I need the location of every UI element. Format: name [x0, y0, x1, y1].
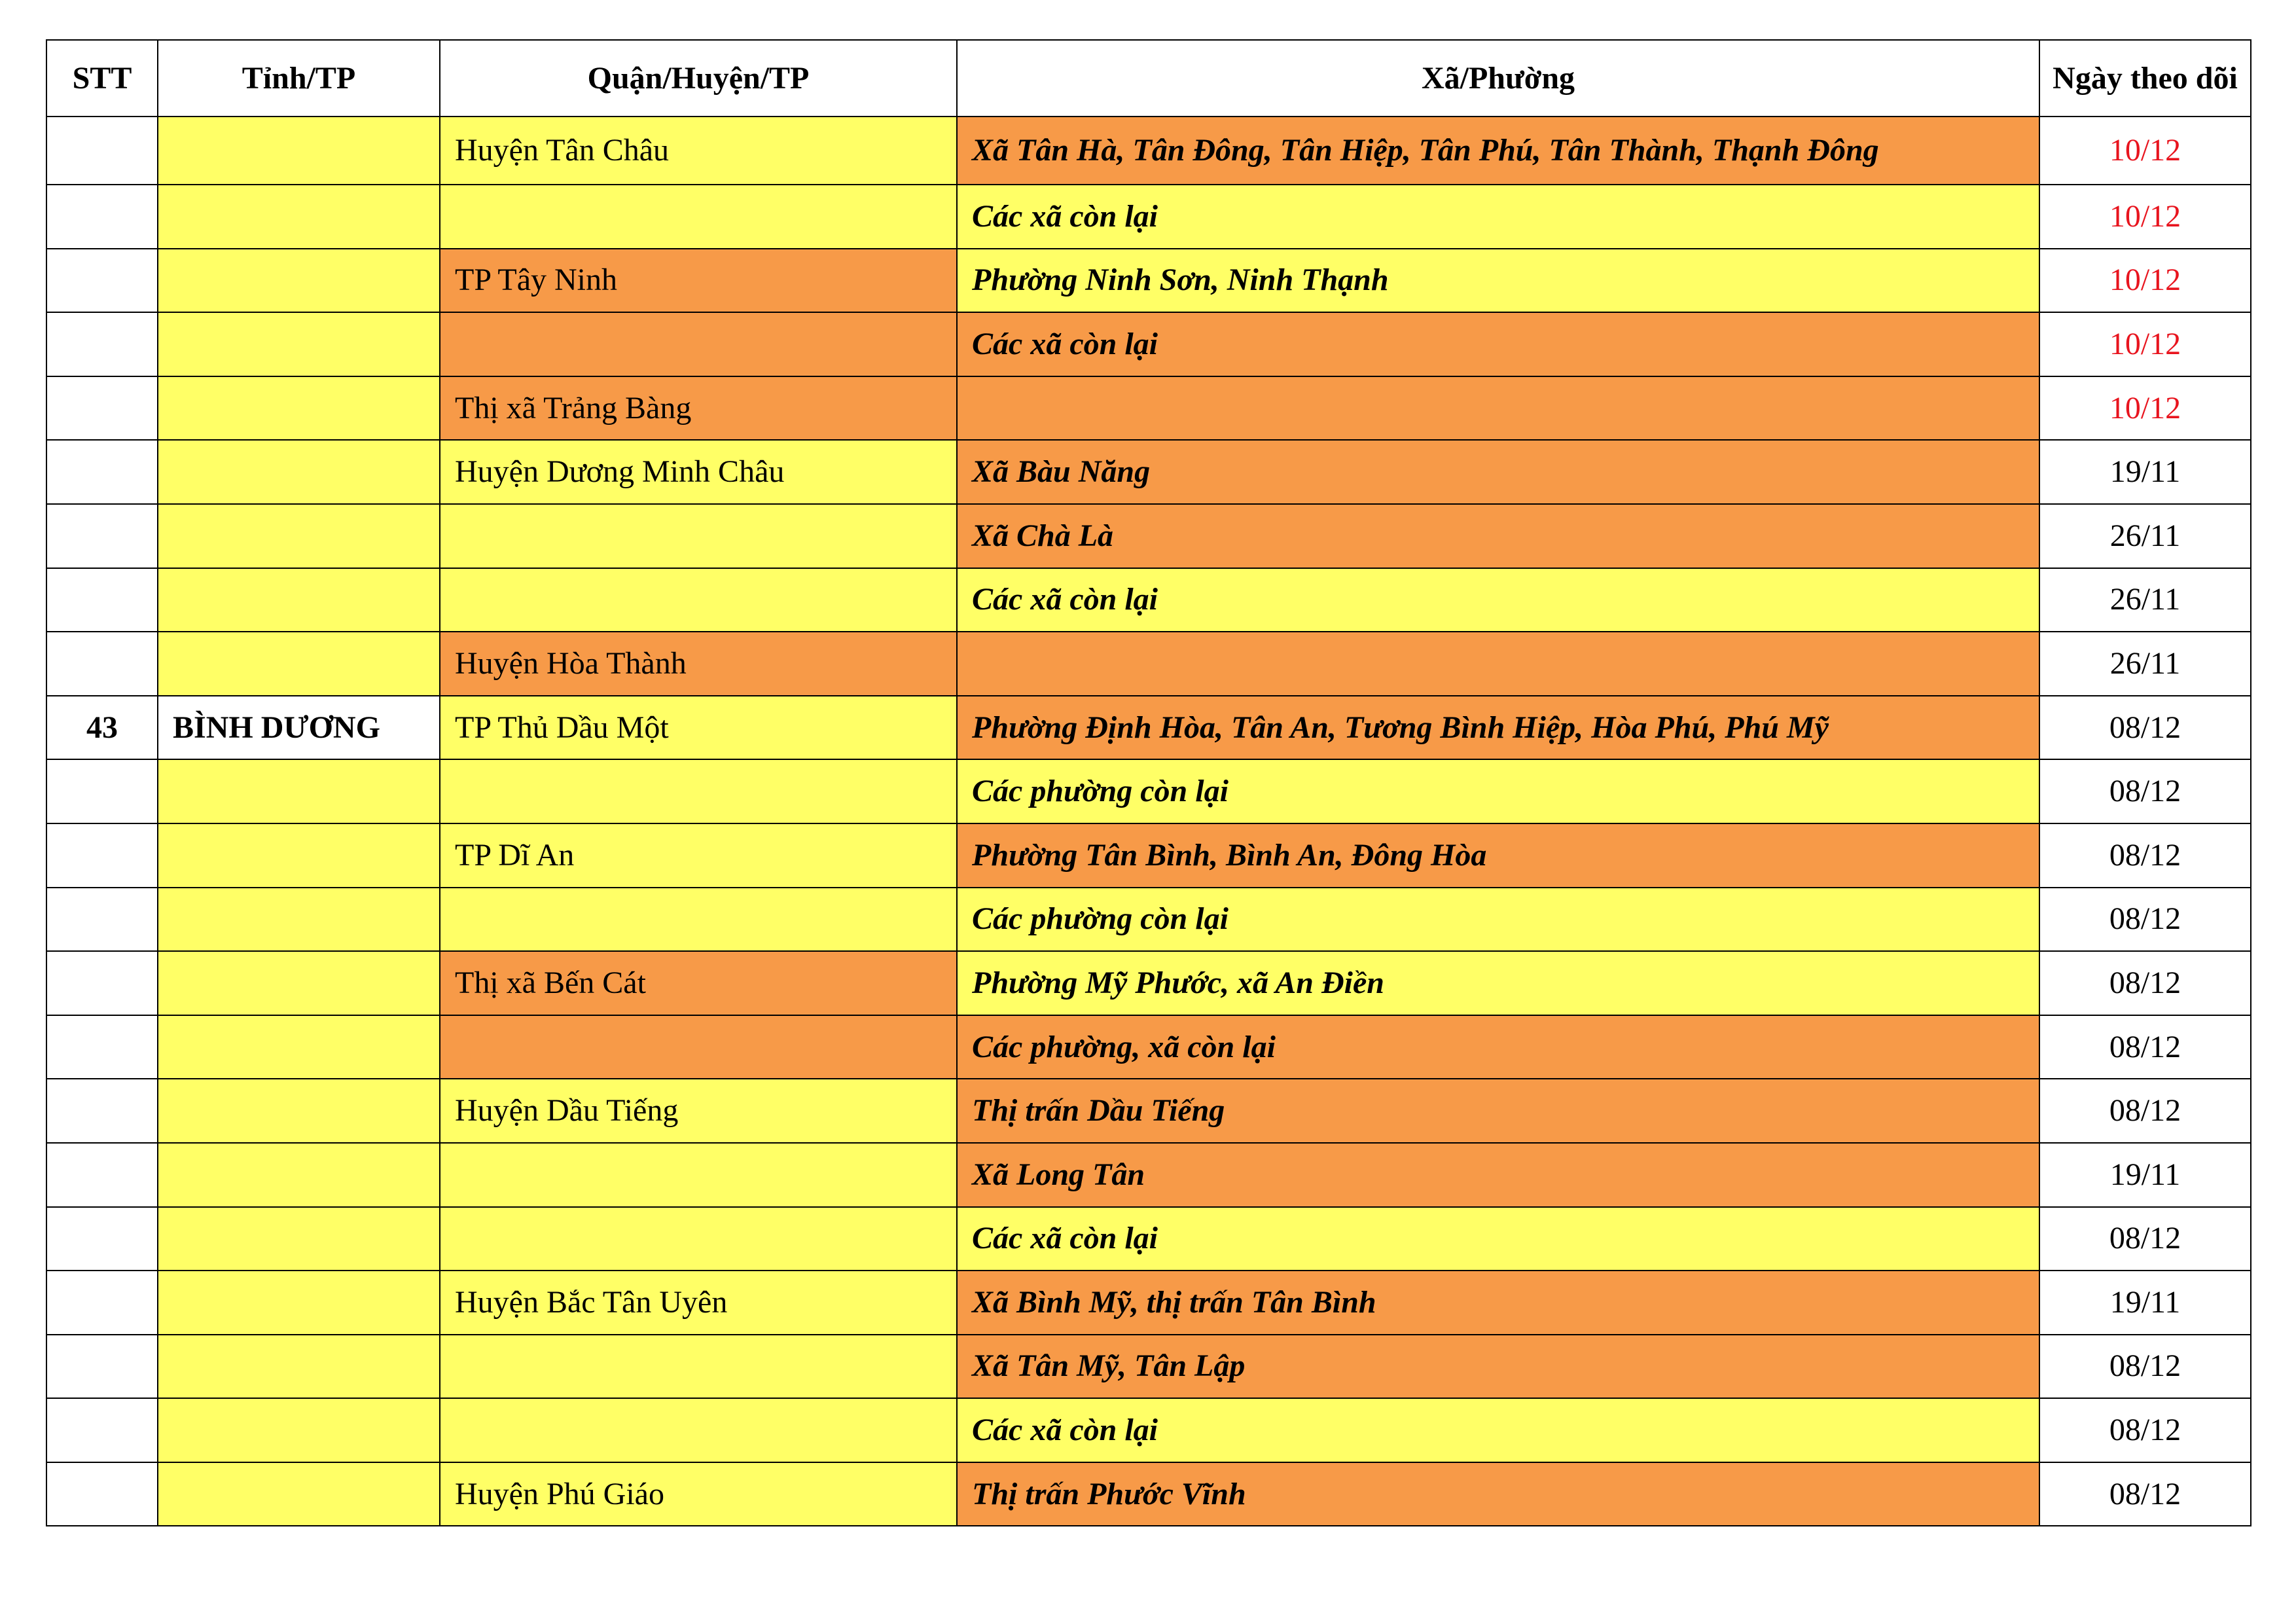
cell-date: 26/11 [2039, 632, 2251, 696]
cell-stt [46, 312, 158, 376]
cell-stt [46, 1398, 158, 1462]
cell-district: Thị xã Trảng Bàng [440, 376, 957, 441]
cell-ward: Phường Tân Bình, Bình An, Đông Hòa [957, 823, 2039, 888]
table-row [46, 951, 2251, 1015]
cell-district [440, 888, 957, 952]
table-row [46, 185, 2251, 249]
cell-ward: Phường Ninh Sơn, Ninh Thạnh [957, 249, 2039, 313]
cell-date: 08/12 [2039, 823, 2251, 888]
cell-ward: Xã Long Tân [957, 1143, 2039, 1207]
cell-ward [957, 632, 2039, 696]
cell-province [158, 1335, 440, 1399]
table-row [46, 1015, 2251, 1079]
cell-ward: Các xã còn lại [957, 185, 2039, 249]
cell-stt [46, 504, 158, 568]
cell-date: 08/12 [2039, 696, 2251, 760]
cell-date: 10/12 [2039, 376, 2251, 441]
cell-ward: Các xã còn lại [957, 1207, 2039, 1271]
cell-province [158, 1398, 440, 1462]
cell-stt [46, 568, 158, 632]
cell-province [158, 888, 440, 952]
cell-ward: Thị trấn Phước Vĩnh [957, 1462, 2039, 1526]
cell-date: 19/11 [2039, 1271, 2251, 1335]
cell-province [158, 312, 440, 376]
cell-stt [46, 1015, 158, 1079]
cell-ward: Thị trấn Dầu Tiếng [957, 1079, 2039, 1143]
cell-date: 26/11 [2039, 568, 2251, 632]
cell-province [158, 568, 440, 632]
table-row [46, 1143, 2251, 1207]
cell-stt [46, 1462, 158, 1526]
cell-province [158, 504, 440, 568]
header-province: Tỉnh/TP [158, 40, 440, 117]
cell-stt [46, 185, 158, 249]
cell-stt [46, 376, 158, 441]
cell-district: Huyện Phú Giáo [440, 1462, 957, 1526]
cell-stt [46, 823, 158, 888]
cell-date: 10/12 [2039, 117, 2251, 185]
cell-ward: Xã Tân Mỹ, Tân Lập [957, 1335, 2039, 1399]
cell-ward: Xã Tân Hà, Tân Đông, Tân Hiệp, Tân Phú, Tân Thành, Thạnh Đông [957, 117, 2039, 185]
header-district: Quận/Huyện/TP [440, 40, 957, 117]
cell-ward: Các phường còn lại [957, 888, 2039, 952]
cell-date: 19/11 [2039, 440, 2251, 504]
cell-district [440, 1015, 957, 1079]
cell-ward: Các xã còn lại [957, 1398, 2039, 1462]
cell-province [158, 1271, 440, 1335]
cell-ward: Xã Bình Mỹ, thị trấn Tân Bình [957, 1271, 2039, 1335]
cell-date: 08/12 [2039, 1462, 2251, 1526]
cell-stt [46, 249, 158, 313]
table-header [46, 40, 2251, 117]
cell-date: 08/12 [2039, 759, 2251, 823]
cell-district [440, 1335, 957, 1399]
cell-province: BÌNH DƯƠNG [158, 696, 440, 760]
header-stt: STT [46, 40, 158, 117]
cell-district [440, 185, 957, 249]
table-row [46, 249, 2251, 313]
cell-date: 10/12 [2039, 312, 2251, 376]
cell-stt [46, 1143, 158, 1207]
cell-province [158, 1079, 440, 1143]
cell-province [158, 823, 440, 888]
cell-date: 08/12 [2039, 951, 2251, 1015]
cell-district: Huyện Dầu Tiếng [440, 1079, 957, 1143]
table-row [46, 440, 2251, 504]
cell-ward: Các xã còn lại [957, 312, 2039, 376]
cell-stt [46, 117, 158, 185]
cell-ward: Các xã còn lại [957, 568, 2039, 632]
cell-ward: Xã Bàu Năng [957, 440, 2039, 504]
cell-district [440, 504, 957, 568]
cell-province [158, 249, 440, 313]
table-row [46, 696, 2251, 760]
cell-ward: Các phường còn lại [957, 759, 2039, 823]
cell-province [158, 1015, 440, 1079]
cell-date: 08/12 [2039, 1079, 2251, 1143]
table-row [46, 1398, 2251, 1462]
cell-province [158, 632, 440, 696]
cell-province [158, 1462, 440, 1526]
cell-stt [46, 440, 158, 504]
cell-date: 08/12 [2039, 1398, 2251, 1462]
cell-stt [46, 632, 158, 696]
cell-province [158, 1207, 440, 1271]
table-row [46, 1079, 2251, 1143]
table-row [46, 1335, 2251, 1399]
cell-district [440, 312, 957, 376]
cell-district: TP Tây Ninh [440, 249, 957, 313]
cell-date: 26/11 [2039, 504, 2251, 568]
cell-district: Huyện Bắc Tân Uyên [440, 1271, 957, 1335]
cell-date: 19/11 [2039, 1143, 2251, 1207]
table-row [46, 888, 2251, 952]
cell-stt [46, 888, 158, 952]
cell-district [440, 568, 957, 632]
table-row [46, 632, 2251, 696]
header-ward: Xã/Phường [957, 40, 2039, 117]
cell-date: 08/12 [2039, 1207, 2251, 1271]
cell-province [158, 185, 440, 249]
table-row [46, 1271, 2251, 1335]
header-date: Ngày theo dõi [2039, 40, 2251, 117]
cell-province [158, 117, 440, 185]
cell-stt [46, 1079, 158, 1143]
cell-stt [46, 951, 158, 1015]
cell-ward: Phường Mỹ Phước, xã An Điền [957, 951, 2039, 1015]
table-row [46, 1207, 2251, 1271]
cell-stt [46, 1207, 158, 1271]
table-row [46, 376, 2251, 441]
table-row [46, 117, 2251, 185]
cell-ward: Các phường, xã còn lại [957, 1015, 2039, 1079]
table-row [46, 823, 2251, 888]
cell-district: TP Thủ Dầu Một [440, 696, 957, 760]
table-row [46, 1462, 2251, 1526]
cell-district [440, 1398, 957, 1462]
header-row [46, 40, 2251, 117]
cell-district: Huyện Tân Châu [440, 117, 957, 185]
cell-stt: 43 [46, 696, 158, 760]
cell-province [158, 1143, 440, 1207]
cell-district: Huyện Dương Minh Châu [440, 440, 957, 504]
cell-date: 08/12 [2039, 1015, 2251, 1079]
cell-ward [957, 376, 2039, 441]
cell-date: 10/12 [2039, 249, 2251, 313]
cell-date: 10/12 [2039, 185, 2251, 249]
cell-stt [46, 1271, 158, 1335]
cell-ward: Xã Chà Là [957, 504, 2039, 568]
table-body [46, 117, 2251, 1526]
cell-date: 08/12 [2039, 1335, 2251, 1399]
cell-district [440, 1207, 957, 1271]
cell-province [158, 440, 440, 504]
table-row [46, 504, 2251, 568]
table-row [46, 312, 2251, 376]
cell-ward: Phường Định Hòa, Tân An, Tương Bình Hiệp, Hòa Phú, Phú Mỹ [957, 696, 2039, 760]
cell-province [158, 759, 440, 823]
cell-province [158, 376, 440, 441]
table-row [46, 759, 2251, 823]
cell-district: TP Dĩ An [440, 823, 957, 888]
cell-date: 08/12 [2039, 888, 2251, 952]
cell-district: Thị xã Bến Cát [440, 951, 957, 1015]
cell-district [440, 1143, 957, 1207]
cell-province [158, 951, 440, 1015]
cell-stt [46, 759, 158, 823]
cell-district: Huyện Hòa Thành [440, 632, 957, 696]
cell-district [440, 759, 957, 823]
cell-stt [46, 1335, 158, 1399]
table-row [46, 568, 2251, 632]
tracking-table [46, 39, 2251, 1526]
